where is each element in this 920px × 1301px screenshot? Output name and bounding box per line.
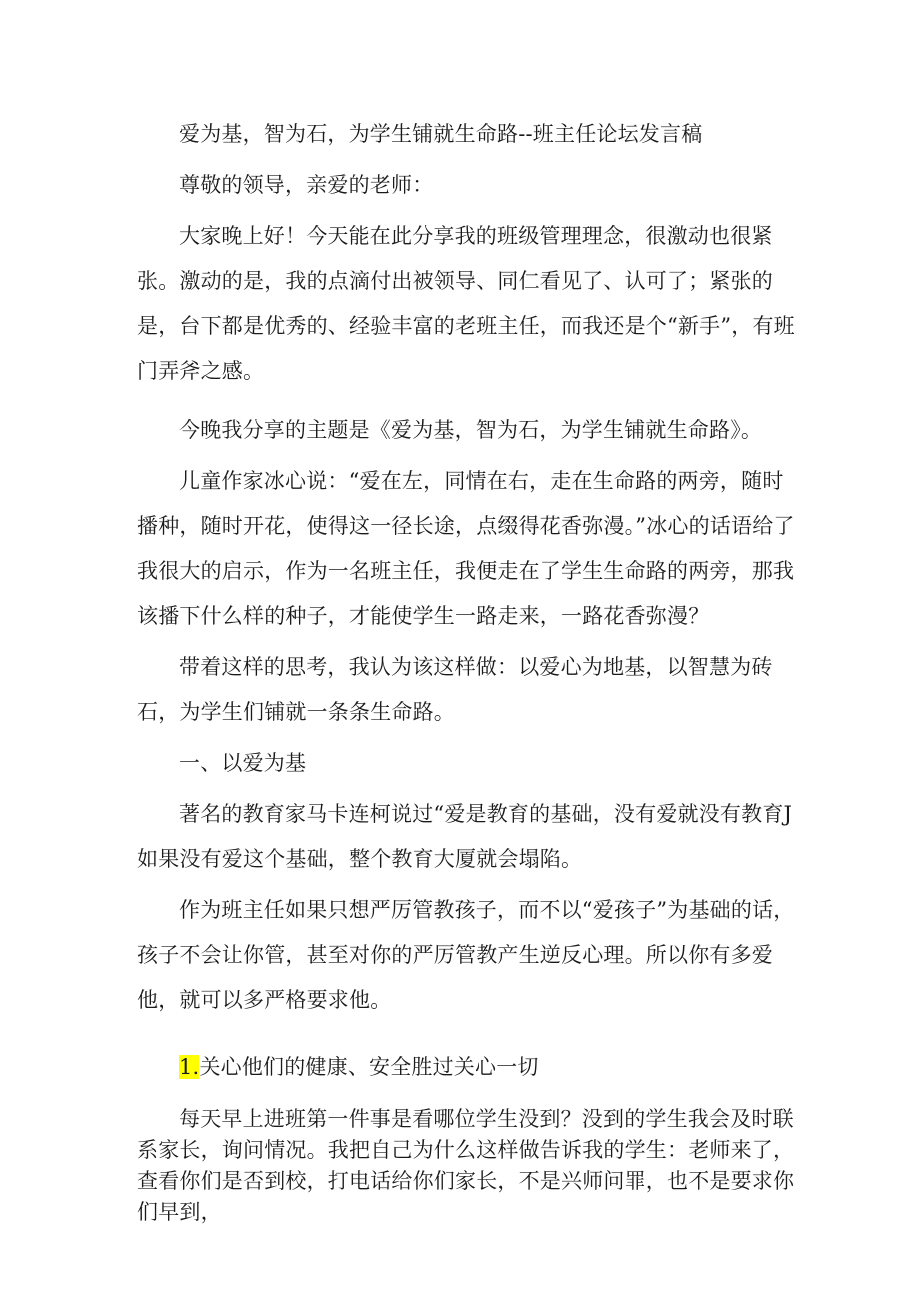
paragraph-makarenko-quote: 著名的教育家马卡连柯说过“爱是教育的基础，没有爱就没有教育J如果没有爱这个基础，整个教育大厦就会塌陷。 [137,802,793,871]
subsection-heading [137,1045,797,1090]
document-title: 爱为基，智为石，为学生铺就生命路--班主任论坛发言稿 [179,122,703,146]
paragraph-greeting: 大家晚上好！今天能在此分享我的班级管理理念，很激动也很紧张。激动的是，我的点滴付出被领导、同仁看见了、认可了；紧张的是，台下都是优秀的、经验丰富的老班主任，而我还是个“新手”，有班门弄斧之感。 [137,224,795,383]
section-heading: 一、以爱为基 [179,751,307,775]
paragraph-strict-love: 作为班主任如果只想严厉管教孩子，而不以“爱孩子”为基础的话，孩子不会让你管，甚至对你的严厉管教产生逆反心理。所以你有多爱他，就可以多严格要求他。 [137,898,795,1012]
paragraph-topic: 今晚我分享的主题是《爱为基，智为石，为学生铺就生命路》。 [179,418,763,442]
highlighted-number: 1. [179,1055,200,1079]
paragraph-bingxin-quote: 儿童作家冰心说：“爱在左，同情在右，走在生命路的两旁，随时播种，随时开花，使得这一径长途，点缀得花香弥漫。”冰心的话语给了我很大的启示，作为一名班主任，我便走在了学生生命路的两旁，那我该播下什么样的种子，才能使学生一路走来，一路花香弥漫？ [137,469,795,628]
document-body [137,112,797,1228]
paragraph-attendance: 每天早上进班第一件事是看哪位学生没到？没到的学生我会及时联系家长，询问情况。我把自己为什么这样做告诉我的学生：老师来了，查看你们是否到校，打电话给你们家长，不是兴师问罪，也不是要求你们早到， [137,1107,795,1224]
salutation: 尊敬的领导，亲爱的老师： [179,173,434,197]
paragraph-approach: 带着这样的思考，我认为该这样做：以爱心为地基，以智慧为砖石，为学生们铺就一条条生命路。 [137,655,773,724]
subsection-heading-text: 关心他们的健康、安全胜过关心一切 [199,1055,539,1079]
